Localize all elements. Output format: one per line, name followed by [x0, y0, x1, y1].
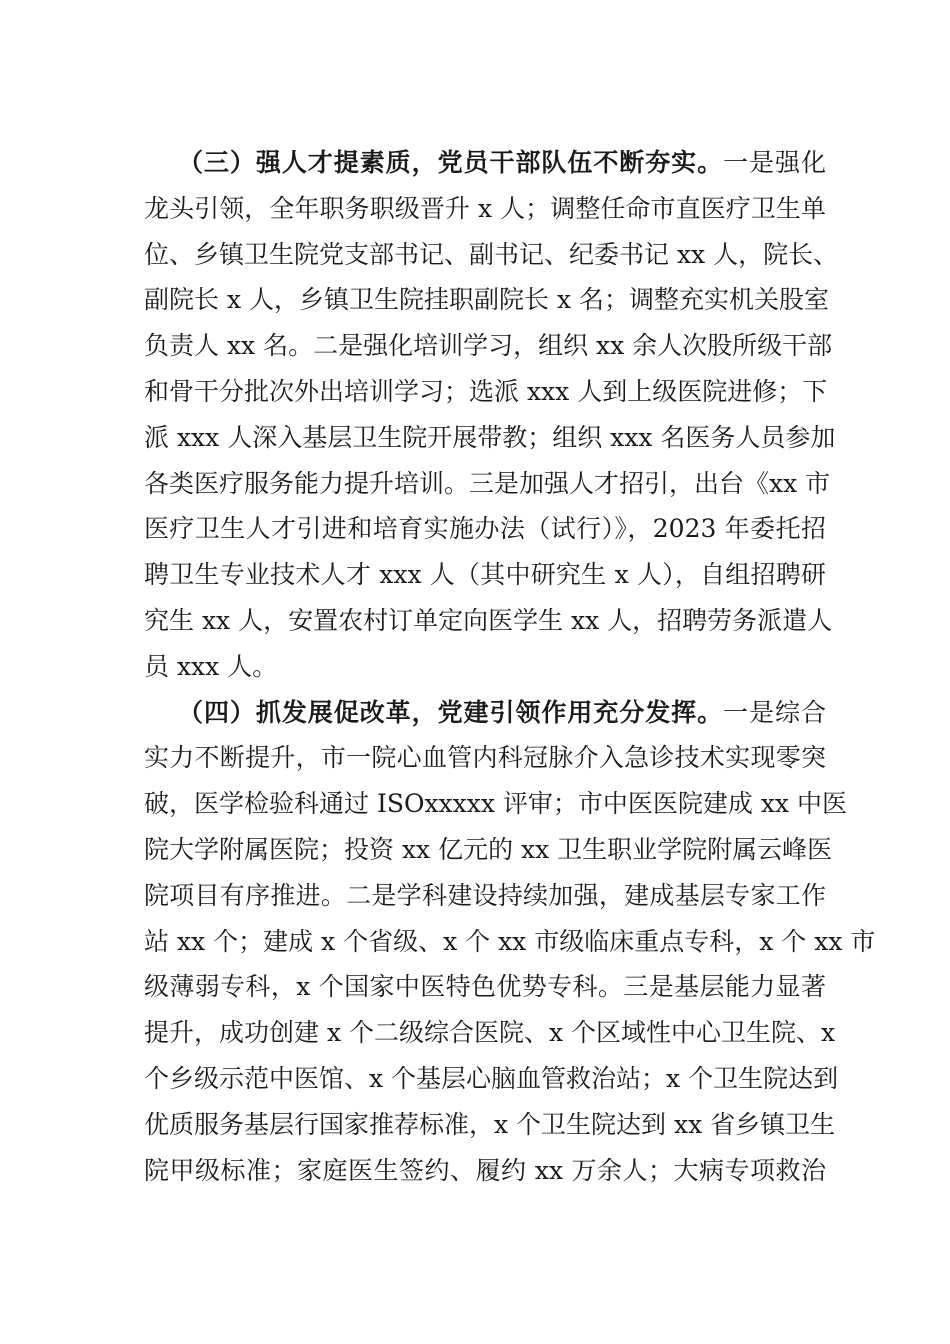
paragraph-3-heading: （三）强人才提素质，党员干部队伍不断夯实。: [178, 148, 724, 177]
paragraph-4-heading: （四）抓发展促改革，党建引领作用充分发挥。: [178, 697, 724, 727]
text-line: 实力不断提升，市一院心血管内科冠脉介入急诊技术实现零突: [144, 743, 826, 773]
paragraph-4-first-line-text: 一是综合: [723, 697, 826, 727]
text-line: 和骨干分批次外出培训学习；选派 xxx 人到上级医院进修；下: [144, 376, 828, 406]
text-line: 副院长 x 人，乡镇卫生院挂职副院长 x 名；调整充实机关股室: [144, 285, 829, 315]
text-line: 优质服务基层行国家推荐标准，x 个卫生院达到 xx 省乡镇卫生: [144, 1109, 836, 1139]
paragraph-4-line-1: [144, 690, 826, 736]
text-line: 各类医疗服务能力提升培训。三是加强人才招引，出台《xx 市: [144, 468, 831, 498]
text-line: 院项目有序推进。二是学科建设持续加强，建成基层专家工作: [144, 880, 826, 910]
text-line: 站 xx 个；建成 x 个省级、x 个 xx 市级临床重点专科，x 个 xx 市: [144, 926, 876, 956]
paragraph-3: [144, 140, 839, 690]
document-body: [144, 140, 876, 1193]
text-line: 医疗卫生人才引进和培育实施办法（试行）》，2023 年委托招: [144, 514, 826, 544]
text-line: 位、乡镇卫生院党支部书记、副书记、纪委书记 xx 人，院长、: [144, 239, 839, 269]
text-line: 院大学附属医院；投资 xx 亿元的 xx 卫生职业学院附属云峰医: [144, 834, 833, 864]
text-line: 级薄弱专科，x 个国家中医特色优势专科。三是基层能力显著: [144, 972, 826, 1002]
paragraph-4: [144, 690, 876, 1194]
text-line: 破，医学检验科通过 ISOxxxxx 评审；市中医医院建成 xx 中医: [144, 789, 847, 819]
text-line: 究生 xx 人，安置农村订单定向医学生 xx 人，招聘劳务派遣人: [144, 605, 833, 635]
paragraph-3-line-1: [144, 140, 826, 186]
text-line: 派 xxx 人深入基层卫生院开展带教；组织 xxx 名医务人员参加: [144, 422, 836, 452]
text-line: 龙头引领，全年职务职级晋升 x 人；调整任命市直医疗卫生单: [144, 193, 826, 223]
text-line: 聘卫生专业技术人才 xxx 人（其中研究生 x 人），自组招聘研: [144, 560, 826, 590]
text-line: 院甲级标准；家庭医生签约、履约 xx 万余人；大病专项救治: [144, 1155, 826, 1185]
paragraph-3-first-line-text: 一是强化: [723, 148, 826, 177]
text-line: 提升，成功创建 x 个二级综合医院、x 个区域性中心卫生院、x: [144, 1018, 836, 1048]
text-line: 负责人 xx 名。二是强化培训学习，组织 xx 余人次股所级干部: [144, 331, 833, 361]
text-line: 个乡级示范中医馆、x 个基层心脑血管救治站；x 个卫生院达到: [144, 1063, 839, 1093]
text-line: 员 xxx 人。: [144, 651, 278, 681]
